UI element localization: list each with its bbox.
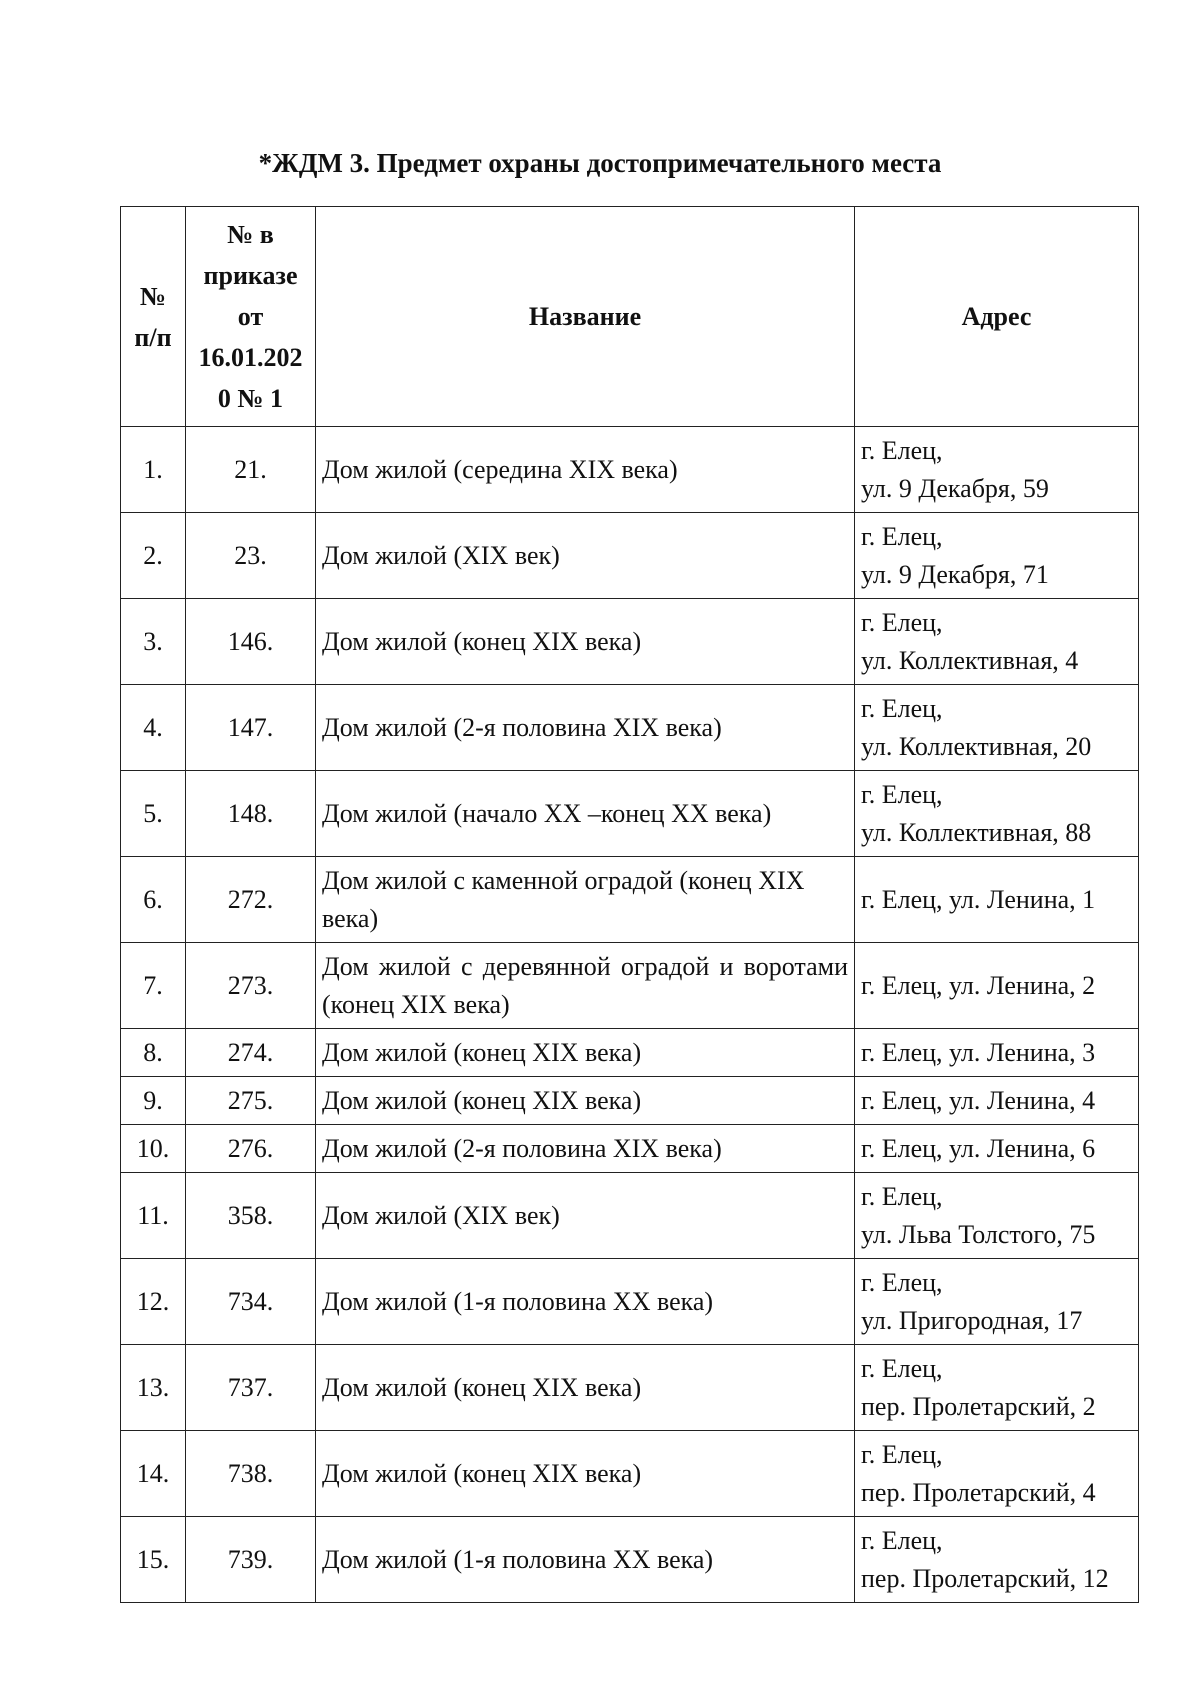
row-order-number: 273. xyxy=(186,943,316,1029)
row-num: 14. xyxy=(121,1431,186,1517)
row-order-number: 737. xyxy=(186,1345,316,1431)
row-order-number: 148. xyxy=(186,771,316,857)
table-row xyxy=(121,1431,1139,1517)
row-name: Дом жилой (1-я половина XX века) xyxy=(316,1517,855,1603)
row-address: г. Елец, ул. Ленина, 6 xyxy=(855,1125,1139,1173)
table-row xyxy=(121,771,1139,857)
table-row xyxy=(121,1517,1139,1603)
row-name: Дом жилой с каменной оградой (конец XIX века) xyxy=(316,857,855,943)
row-num: 12. xyxy=(121,1259,186,1345)
table-row xyxy=(121,943,1139,1029)
row-name: Дом жилой (2-я половина XIX века) xyxy=(316,1125,855,1173)
row-order-number: 272. xyxy=(186,857,316,943)
row-num: 11. xyxy=(121,1173,186,1259)
row-order-number: 358. xyxy=(186,1173,316,1259)
row-order-number: 738. xyxy=(186,1431,316,1517)
row-name: Дом жилой (конец XIX века) xyxy=(316,1431,855,1517)
row-order-number: 274. xyxy=(186,1029,316,1077)
row-order-number: 739. xyxy=(186,1517,316,1603)
row-order-number: 146. xyxy=(186,599,316,685)
table-row xyxy=(121,1029,1139,1077)
row-num: 4. xyxy=(121,685,186,771)
row-order-number: 147. xyxy=(186,685,316,771)
header-order-number: № в приказе от 16.01.202 0 № 1 xyxy=(186,207,316,427)
table-row xyxy=(121,857,1139,943)
table-row xyxy=(121,1259,1139,1345)
row-num: 9. xyxy=(121,1077,186,1125)
table-row xyxy=(121,513,1139,599)
row-num: 7. xyxy=(121,943,186,1029)
row-address: г. Елец, ул. Коллективная, 4 xyxy=(855,599,1139,685)
row-num: 8. xyxy=(121,1029,186,1077)
header-name: Название xyxy=(316,207,855,427)
row-name: Дом жилой (1-я половина XX века) xyxy=(316,1259,855,1345)
row-num: 13. xyxy=(121,1345,186,1431)
row-address: г. Елец, ул. 9 Декабря, 71 xyxy=(855,513,1139,599)
row-name: Дом жилой (XIX век) xyxy=(316,513,855,599)
table-row xyxy=(121,427,1139,513)
page-title: *ЖДМ 3. Предмет охраны достопримечательного места xyxy=(258,148,942,178)
row-name: Дом жилой (конец XIX века) xyxy=(316,599,855,685)
row-name: Дом жилой (конец XIX века) xyxy=(316,1345,855,1431)
row-name: Дом жилой (2-я половина XIX века) xyxy=(316,685,855,771)
table-row xyxy=(121,1345,1139,1431)
row-name: Дом жилой (середина XIX века) xyxy=(316,427,855,513)
row-num: 5. xyxy=(121,771,186,857)
row-address: г. Елец, ул. Пригородная, 17 xyxy=(855,1259,1139,1345)
table-row xyxy=(121,1173,1139,1259)
row-address: г. Елец, ул. Ленина, 4 xyxy=(855,1077,1139,1125)
row-name: Дом жилой (конец XIX века) xyxy=(316,1029,855,1077)
row-name: Дом жилой с деревянной оградой и воротами (конец XIX века) xyxy=(316,943,855,1029)
row-address: г. Елец, ул. Коллективная, 20 xyxy=(855,685,1139,771)
row-num: 3. xyxy=(121,599,186,685)
row-order-number: 275. xyxy=(186,1077,316,1125)
row-address: г. Елец, ул. Ленина, 2 xyxy=(855,943,1139,1029)
row-address: г. Елец, ул. Ленина, 1 xyxy=(855,857,1139,943)
table-row xyxy=(121,1125,1139,1173)
row-order-number: 276. xyxy=(186,1125,316,1173)
row-num: 10. xyxy=(121,1125,186,1173)
row-address: г. Елец, пер. Пролетарский, 4 xyxy=(855,1431,1139,1517)
row-name: Дом жилой (конец XIX века) xyxy=(316,1077,855,1125)
row-num: 2. xyxy=(121,513,186,599)
row-num: 15. xyxy=(121,1517,186,1603)
row-num: 1. xyxy=(121,427,186,513)
table-row xyxy=(121,685,1139,771)
row-address: г. Елец, ул. Коллективная, 88 xyxy=(855,771,1139,857)
row-order-number: 21. xyxy=(186,427,316,513)
header-num: № п/п xyxy=(121,207,186,427)
table-header-row xyxy=(121,207,1139,427)
row-order-number: 23. xyxy=(186,513,316,599)
heritage-objects-table xyxy=(120,206,1139,1603)
row-address: г. Елец, пер. Пролетарский, 12 xyxy=(855,1517,1139,1603)
table-row xyxy=(121,599,1139,685)
row-address: г. Елец, ул. Льва Толстого, 75 xyxy=(855,1173,1139,1259)
row-address: г. Елец, пер. Пролетарский, 2 xyxy=(855,1345,1139,1431)
row-name: Дом жилой (начало XX –конец XX века) xyxy=(316,771,855,857)
row-name: Дом жилой (XIX век) xyxy=(316,1173,855,1259)
row-address: г. Елец, ул. Ленина, 3 xyxy=(855,1029,1139,1077)
row-address: г. Елец, ул. 9 Декабря, 59 xyxy=(855,427,1139,513)
row-order-number: 734. xyxy=(186,1259,316,1345)
table-row xyxy=(121,1077,1139,1125)
header-address: Адрес xyxy=(855,207,1139,427)
row-num: 6. xyxy=(121,857,186,943)
